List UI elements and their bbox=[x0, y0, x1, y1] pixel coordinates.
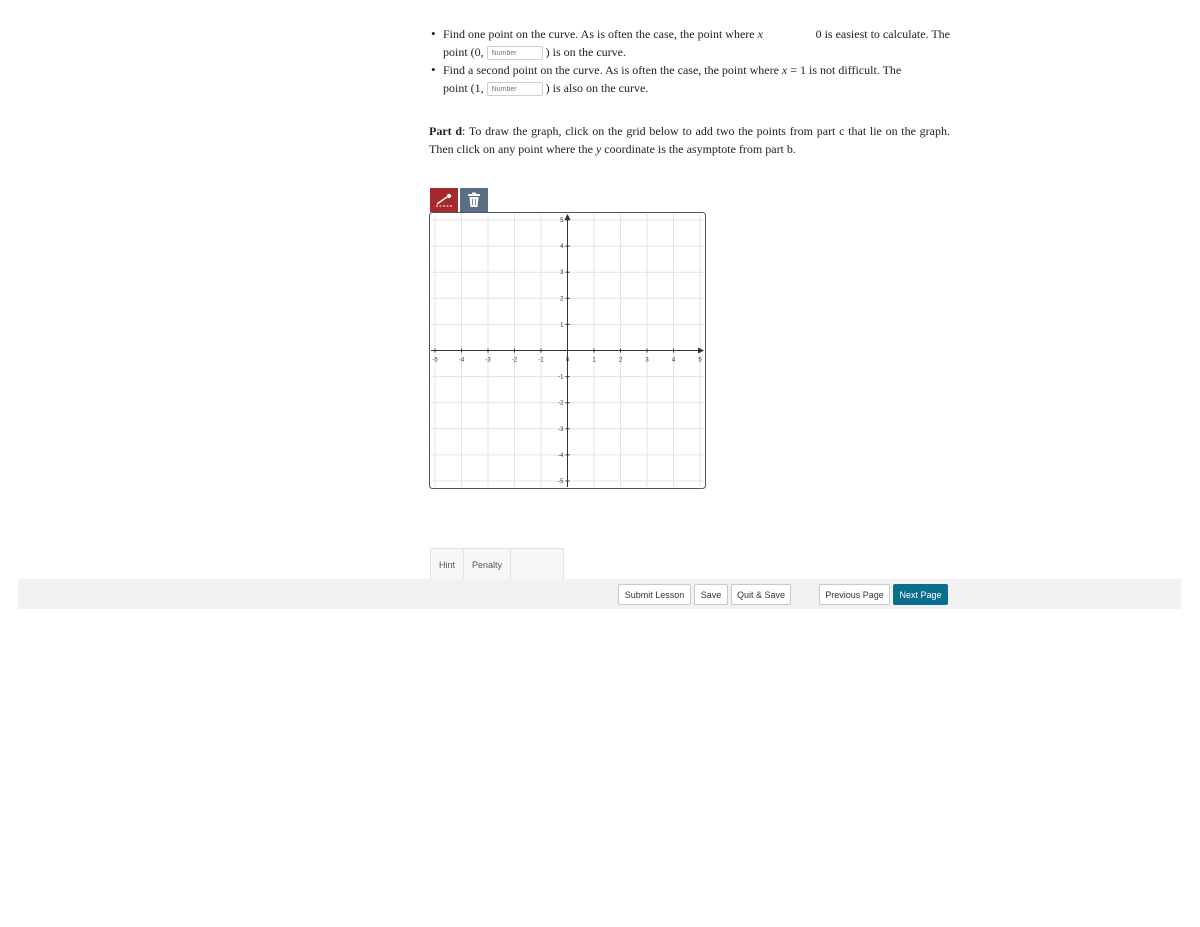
save-button[interactable]: Save bbox=[694, 584, 728, 605]
bullet-2-prefix: point (1, bbox=[443, 81, 484, 95]
bullet-1-text-right: 0 is easiest to calculate. The bbox=[815, 27, 950, 41]
graph-toolbar bbox=[430, 188, 488, 212]
penalty-header: Penalty bbox=[464, 549, 511, 580]
x-tick-label: 3 bbox=[645, 357, 649, 364]
part-d-text-2: coordinate is the asymptote from part b. bbox=[604, 142, 796, 156]
bullet-1-var: x bbox=[757, 27, 763, 41]
hint-header: Hint bbox=[431, 549, 464, 580]
next-page-button[interactable]: Next Page bbox=[893, 584, 948, 605]
part-d-instructions bbox=[429, 122, 950, 158]
x-tick-label: -3 bbox=[485, 357, 491, 364]
y-tick-label: 3 bbox=[560, 270, 564, 277]
x-tick-label: 1 bbox=[592, 357, 596, 364]
bullet-2-eq: = 1 is not difficult. The bbox=[790, 63, 902, 77]
bullet-1-prefix: point (0, bbox=[443, 45, 484, 59]
bullet-2-text: Find a second point on the curve. As is often the case, the point where bbox=[443, 63, 779, 77]
bullet-1-suffix: ) is on the curve. bbox=[545, 45, 626, 59]
y-tick-label: -5 bbox=[558, 479, 564, 485]
bullet-point-1 bbox=[443, 25, 950, 61]
part-d-text-1: : To draw the graph, click on the grid below to add two the points from part c that lie on the graph. Then click on any point where the bbox=[429, 124, 950, 156]
bullet-1-text: Find one point on the curve. As is often the case, the point where bbox=[443, 27, 755, 41]
submit-lesson-button[interactable]: Submit Lesson bbox=[618, 584, 691, 605]
x-tick-label: 0 bbox=[565, 357, 570, 364]
hint-table-empty-cell bbox=[511, 549, 563, 580]
y-tick-label: 5 bbox=[560, 218, 564, 224]
y-tick-label: 1 bbox=[560, 322, 564, 329]
x-tick-label: 5 bbox=[698, 357, 702, 364]
trash-icon bbox=[467, 192, 481, 208]
y-tick-label: -3 bbox=[558, 426, 564, 433]
point-tool-button[interactable] bbox=[430, 188, 458, 212]
y-at-x0-input[interactable] bbox=[487, 46, 543, 60]
x-tick-label: 2 bbox=[618, 357, 623, 364]
y-at-x1-input[interactable] bbox=[487, 82, 543, 96]
hint-penalty-table bbox=[430, 548, 564, 580]
bottom-action-bar bbox=[18, 579, 1181, 609]
y-tick-label: 4 bbox=[560, 244, 564, 251]
quit-and-save-button[interactable]: Quit & Save bbox=[731, 584, 791, 605]
point-tool-icon bbox=[434, 192, 454, 208]
x-tick-label: -4 bbox=[458, 357, 465, 364]
part-d-var: y bbox=[595, 142, 602, 156]
x-tick-label: -2 bbox=[511, 357, 518, 364]
question-content bbox=[429, 25, 950, 97]
y-tick-label: 2 bbox=[560, 296, 564, 303]
y-tick-label: -2 bbox=[558, 400, 564, 407]
coordinate-graph[interactable] bbox=[429, 212, 706, 489]
bullet-2-var: x bbox=[781, 63, 788, 77]
trash-tool-button[interactable] bbox=[460, 188, 488, 212]
y-tick-label: -1 bbox=[558, 374, 564, 381]
bullet-2-suffix: ) is also on the curve. bbox=[545, 81, 649, 95]
previous-page-button[interactable]: Previous Page bbox=[819, 584, 890, 605]
part-d-label: Part d bbox=[429, 124, 463, 138]
bullet-point-2 bbox=[443, 61, 950, 97]
y-tick-label: -4 bbox=[558, 452, 564, 459]
x-tick-label: 4 bbox=[671, 357, 676, 364]
x-tick-label: -5 bbox=[432, 357, 438, 364]
x-tick-label: -1 bbox=[538, 357, 544, 364]
